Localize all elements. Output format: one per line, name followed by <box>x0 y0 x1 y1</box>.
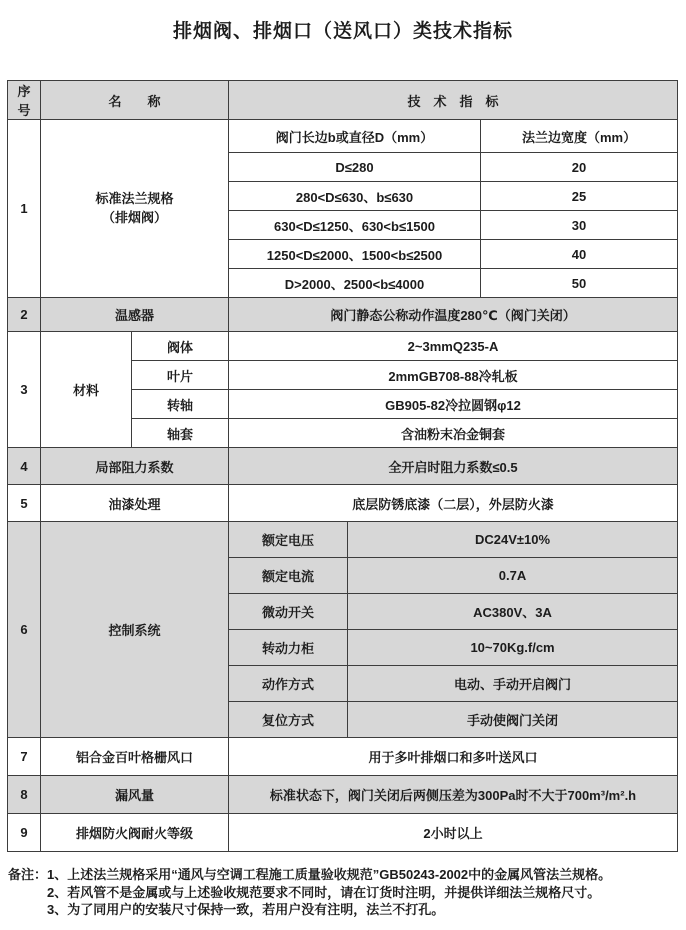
row2-seq: 2 <box>8 298 41 332</box>
note-item-3: 3、为了同用户的安装尺寸保持一致，若用户没有注明，法兰不打孔。 <box>47 902 445 917</box>
control-row <box>8 522 678 558</box>
flange-size-header: 阀门长边b或直径D（mm） <box>229 120 481 153</box>
material-label: 阀体 <box>132 332 229 361</box>
control-value: 手动使阀门关闭 <box>348 702 678 738</box>
row6-name: 控制系统 <box>41 522 229 738</box>
row4-name: 局部阻力系数 <box>41 448 229 485</box>
flange-width-value: 40 <box>481 240 678 269</box>
header-seq: 序号 <box>8 81 41 120</box>
row7-name: 铝合金百叶格栅风口 <box>41 738 229 776</box>
row8-name: 漏风量 <box>41 776 229 814</box>
row1-name-line2: （排烟阀） <box>102 209 168 225</box>
row2-name: 温感器 <box>41 298 229 332</box>
row1-name <box>41 120 229 298</box>
row5-value: 底层防锈底漆（二层），外层防火漆 <box>229 485 678 522</box>
flange-width-value: 20 <box>481 153 678 182</box>
row7-seq: 7 <box>8 738 41 776</box>
row1-seq: 1 <box>8 120 41 298</box>
control-label: 复位方式 <box>229 702 348 738</box>
row4-seq: 4 <box>8 448 41 485</box>
row5-name: 油漆处理 <box>41 485 229 522</box>
control-label: 动作方式 <box>229 666 348 702</box>
flange-width-header: 法兰边宽度（mm） <box>481 120 678 153</box>
leakage-row <box>8 776 678 814</box>
row7-value: 用于多叶排烟口和多叶送风口 <box>229 738 678 776</box>
control-label: 微动开关 <box>229 594 348 630</box>
control-value: AC380V、3A <box>348 594 678 630</box>
fire-rating-row <box>8 814 678 852</box>
row3-seq: 3 <box>8 332 41 448</box>
note-item-2: 2、若风管不是金属或与上述验收规范要求不同时，请在订货时注明，并提供详细法兰规格尺寸。 <box>47 884 601 900</box>
control-label: 额定电流 <box>229 558 348 594</box>
size-range: D>2000、2500<b≤4000 <box>229 269 481 298</box>
page-title: 排烟阀、排烟口（送风口）类技术指标 <box>172 21 513 42</box>
header-spec: 技 术 指 标 <box>229 81 678 120</box>
row6-seq: 6 <box>8 522 41 738</box>
row9-value: 2小时以上 <box>229 814 678 852</box>
notes-label: 备注： <box>8 867 48 882</box>
spec-table <box>7 80 678 852</box>
header-name: 名 称 <box>41 81 229 120</box>
control-value: 电动、手动开启阀门 <box>348 666 678 702</box>
notes-section <box>8 866 680 919</box>
control-label: 额定电压 <box>229 522 348 558</box>
row5-seq: 5 <box>8 485 41 522</box>
control-value: DC24V±10% <box>348 522 678 558</box>
material-label: 轴套 <box>132 419 229 448</box>
control-value: 0.7A <box>348 558 678 594</box>
paint-row <box>8 485 678 522</box>
row9-name: 排烟防火阀耐火等级 <box>41 814 229 852</box>
material-row <box>8 332 678 361</box>
material-label: 叶片 <box>132 361 229 390</box>
grille-row <box>8 738 678 776</box>
row9-seq: 9 <box>8 814 41 852</box>
row8-value: 标准状态下，阀门关闭后两侧压差为300Pa时不大于700m³/m².h <box>229 776 678 814</box>
note-item-1: 1、上述法兰规格采用“通风与空调工程施工质量验收规范”GB50243-2002中的金属风管法兰规格。 <box>47 867 612 882</box>
resistance-row <box>8 448 678 485</box>
row4-value: 全开启时阻力系数≤0.5 <box>229 448 678 485</box>
size-range: 630<D≤1250、630<b≤1500 <box>229 211 481 240</box>
material-value: 2~3mmQ235-A <box>229 332 678 361</box>
size-range: D≤280 <box>229 153 481 182</box>
temp-sensor-row <box>8 298 678 332</box>
row2-value: 阀门静态公称动作温度280℃（阀门关闭） <box>229 298 678 332</box>
control-value: 10~70Kg.f/cm <box>348 630 678 666</box>
flange-width-value: 25 <box>481 182 678 211</box>
flange-width-value: 30 <box>481 211 678 240</box>
flange-width-value: 50 <box>481 269 678 298</box>
notes-body <box>47 866 611 919</box>
row3-name: 材料 <box>41 332 132 448</box>
control-label: 转动力柜 <box>229 630 348 666</box>
flange-subheader-row <box>8 120 678 153</box>
row8-seq: 8 <box>8 776 41 814</box>
material-label: 转轴 <box>132 390 229 419</box>
table-header-row <box>8 81 678 120</box>
row1-name-line1: 标准法兰规格 <box>95 190 174 206</box>
material-value: 2mmGB708-88冷轧板 <box>229 361 678 390</box>
material-value: 含油粉末冶金铜套 <box>229 419 678 448</box>
size-range: 1250<D≤2000、1500<b≤2500 <box>229 240 481 269</box>
size-range: 280<D≤630、b≤630 <box>229 182 481 211</box>
material-value: GB905-82冷拉圆钢φ12 <box>229 390 678 419</box>
